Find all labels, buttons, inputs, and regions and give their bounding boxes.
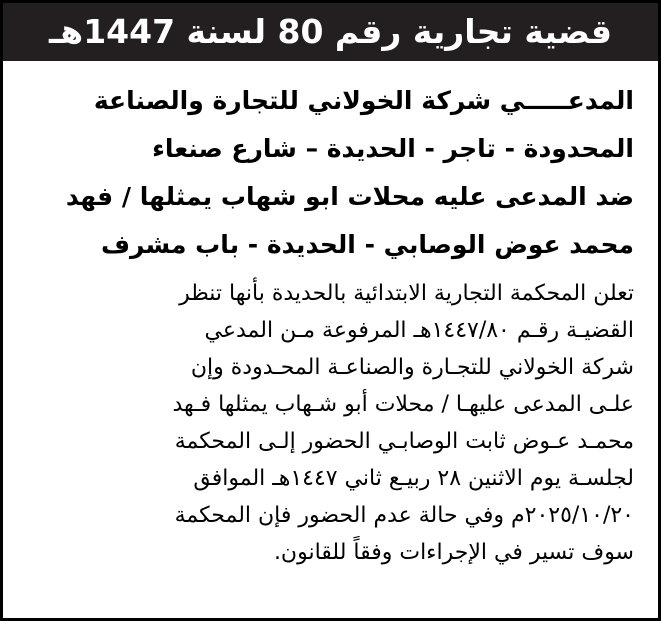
- notice-body: [3, 269, 658, 571]
- body-line: لجلسـة يوم الاثنين ٢٨ ربيـع ثاني ١٤٤٧هـ الموافق: [193, 466, 634, 491]
- body-line: محمـد عـوض ثابت الوصابـي الحضور إلـى المحكمة: [174, 429, 634, 454]
- body-line: تعلن المحكمة التجارية الابتدائية بالحديدة بأنها تنظر: [179, 281, 634, 306]
- body-line: ٢٠٢٥/١٠/٢٠م وفي حالة عدم الحضور فإن المحكمة: [174, 503, 634, 528]
- plaintiff-details-line: المحدودة - تاجر - الحديدة – شارع صنعاء: [152, 134, 634, 163]
- body-line: شركة الخولاني للتجـارة والصناعـة المحـدودة وإن: [190, 355, 634, 380]
- defendant-details-line: محمد عوض الوصابي - الحديدة - باب مشرف: [100, 230, 634, 259]
- defendant-line: ضد المدعى عليه محلات ابو شهاب يمثلها / فهد: [65, 182, 634, 211]
- body-line: القضيـة رقـم ١٤٤٧/٨٠هـ المرفوعة مـن المدعي: [204, 318, 634, 343]
- body-line: علـى المدعى عليهـا / محلات أبو شـهاب يمثلها فـهد: [172, 392, 634, 417]
- parties-block: [3, 61, 658, 269]
- body-line: سوف تسير في الإجراءات وفقاً للقانون.: [273, 540, 634, 565]
- notice-title: قضية تجارية رقم 80 لسنة 1447هـ: [3, 3, 658, 61]
- plaintiff-line: المدعـــــي شركة الخولاني للتجارة والصناعة: [93, 86, 634, 115]
